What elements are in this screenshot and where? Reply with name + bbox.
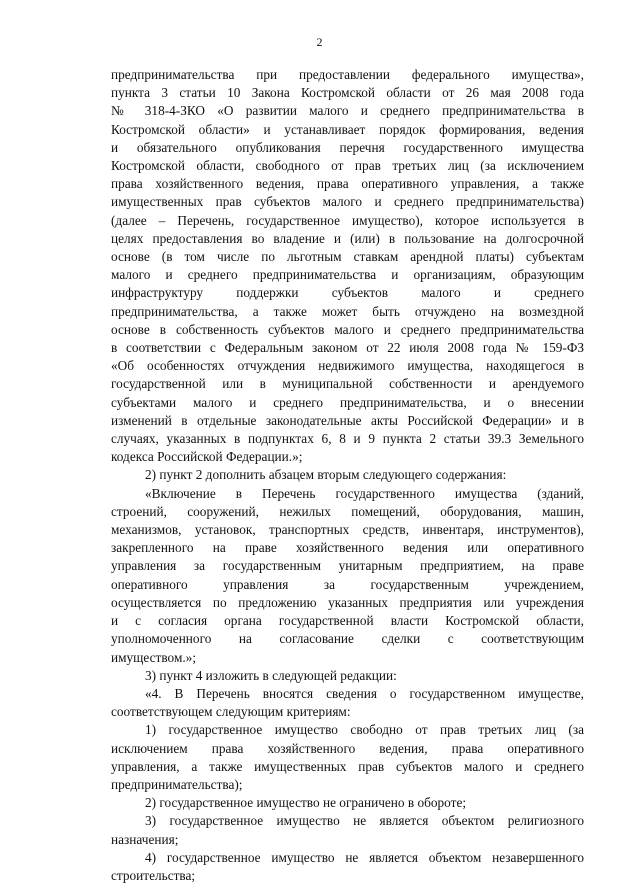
text-line: исключением права хозяйственного ведения, права оперативного bbox=[111, 740, 584, 756]
text-line: осуществляется по предложению указанных предприятия или учреждения bbox=[111, 594, 584, 610]
text-line: предпринимательства, а также может быть отчуждено на возмездной bbox=[111, 303, 584, 319]
text-line: предпринимательства); bbox=[111, 776, 243, 792]
text-line: назначения; bbox=[111, 831, 179, 847]
text-line: оперативного управления за государственным учреждением, bbox=[111, 576, 584, 592]
text-line: «Включение в Перечень государственного имущества (зданий, bbox=[145, 485, 584, 501]
text-line: основе (в том числе по льготным ставкам арендной платы) субъектам bbox=[111, 249, 584, 265]
page-number: 2 bbox=[316, 35, 323, 49]
text-line: имущественных прав субъектов малого и среднего предпринимательства) bbox=[111, 194, 584, 210]
text-line: субъектами малого и среднего предпринимательства, и о внесении bbox=[111, 394, 584, 410]
text-line: имуществом.»; bbox=[111, 649, 197, 665]
text-line: 3) пункт 4 изложить в следующей редакции: bbox=[145, 667, 397, 683]
text-line: пункта 3 статьи 10 Закона Костромской области от 26 мая 2008 года bbox=[111, 85, 584, 101]
text-line: 2) пункт 2 дополнить абзацем вторым следующего содержания: bbox=[145, 467, 507, 483]
text-line: механизмов, установок, транспортных средств, инвентаря, инструментов), bbox=[111, 522, 584, 538]
text-line: «Об особенностях отчуждения недвижимого имущества, находящегося в bbox=[111, 358, 584, 374]
text-line: основе в собственность субъектов малого и среднего предпринимательства bbox=[111, 321, 584, 337]
text-line: и обязательного опубликования перечня государственного имущества bbox=[111, 139, 584, 155]
text-line: в соответствии с Федеральным законом от 22 июля 2008 года № 159-ФЗ bbox=[111, 340, 584, 356]
text-line: 2) государственное имущество не ограничено в обороте; bbox=[145, 795, 467, 811]
text-line: целях предоставления во владение и (или) в пользование на долгосрочной bbox=[111, 230, 584, 246]
text-line: случаях, указанных в подпунктах 6, 8 и 9 пункта 2 статьи 39.3 Земельного bbox=[111, 431, 584, 447]
text-line: Костромской области, свободного от прав третьих лиц (за исключением bbox=[111, 158, 584, 174]
text-line: «4. В Перечень вносятся сведения о государственном имуществе, bbox=[145, 685, 584, 701]
text-line: № 318-4-ЗКО «О развитии малого и среднего предпринимательства в bbox=[111, 103, 584, 119]
document-body bbox=[111, 66, 584, 885]
text-line: закрепленного на праве хозяйственного ведения или оперативного bbox=[111, 540, 584, 556]
text-line: управления за государственным унитарным предприятием, на праве bbox=[111, 558, 584, 574]
text-line: малого и среднего предпринимательства и организациям, образующим bbox=[111, 267, 584, 283]
text-line: предпринимательства при предоставлении федерального имущества», bbox=[111, 67, 584, 82]
text-line: изменений в отдельные законодательные акты Российской Федерации» и в bbox=[111, 412, 584, 428]
text-line: уполномоченного на согласование сделки с соответствующим bbox=[111, 631, 584, 647]
text-line: кодекса Российской Федерации.»; bbox=[111, 449, 303, 465]
text-line: государственной или в муниципальной собственности и арендуемого bbox=[111, 376, 584, 392]
text-line: соответствующем следующим критериям: bbox=[111, 704, 351, 720]
text-line: 4) государственное имущество не является объектом незавершенного bbox=[145, 849, 584, 865]
text-line: Костромской области» и устанавливает порядок формирования, ведения bbox=[111, 121, 584, 137]
text-line: управления, а также имущественных прав субъектов малого и среднего bbox=[111, 758, 584, 774]
text-line: строений, сооружений, нежилых помещений, оборудования, машин, bbox=[111, 503, 584, 519]
text-line: и с согласия органа государственной власти Костромской области, bbox=[111, 613, 584, 629]
text-line: строительства; bbox=[111, 867, 196, 883]
text-line: 3) государственное имущество не является объектом религиозного bbox=[145, 813, 584, 829]
text-line: (далее – Перечень, государственное имущество), которое используется в bbox=[111, 212, 584, 228]
text-line: 1) государственное имущество свободно от прав третьих лиц (за bbox=[145, 722, 584, 738]
text-line: инфраструктуру поддержки субъектов малого и среднего bbox=[111, 285, 584, 301]
text-line: права хозяйственного ведения, права оперативного управления, а также bbox=[111, 176, 584, 192]
